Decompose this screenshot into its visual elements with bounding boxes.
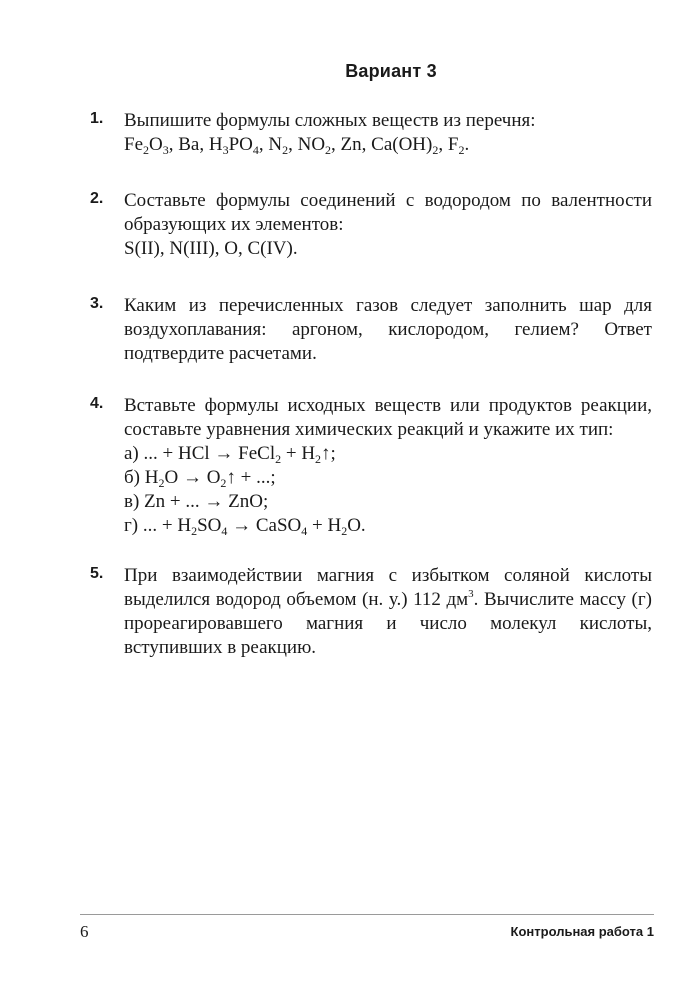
task-body <box>124 564 652 660</box>
task-body <box>124 394 652 538</box>
task-body <box>124 189 652 261</box>
task-number: 2. <box>90 190 104 207</box>
page-number: 6 <box>80 922 89 941</box>
reaction-g: г) ... + $H_2SO_4$ → CaSO$_4$ + $H_2O$. <box>124 515 366 538</box>
page-title: Вариант 3 <box>345 61 437 81</box>
reaction-a: а) ... + HCl → FeCl$_2$ + $H_2↑$; <box>124 443 336 466</box>
reaction-b: б) $H_2O$ → $O_2↑$ + ...; <box>124 467 276 490</box>
task-number: 1. <box>90 110 104 127</box>
task-text: Составьте формулы соединений с водородом по валентности образующих их элементов: <box>124 190 652 235</box>
task-text: Каким из перечисленных газов следует заполнить шар для воздухоплавания: аргоном, кислородом, гелием? Ответ подтвердите расчетами. <box>124 295 652 364</box>
task-formulas: $Fe_2O_3$, Ba, $H_3PO_4$, $N_2$, $NO_2$, Zn, $Ca(OH)_2$, $F_2$. <box>124 134 470 157</box>
task-formulas: S(II), N(III), O, C(IV). <box>124 238 298 259</box>
task-body <box>124 294 652 366</box>
running-head: Контрольная работа 1 <box>510 924 654 939</box>
task-text: Вставьте формулы исходных веществ или продуктов реакции, составьте уравнения химических реакций и укажите их тип: <box>124 395 652 440</box>
footer-divider <box>80 914 654 915</box>
task-text: Выпишите формулы сложных веществ из перечня: <box>124 110 536 131</box>
task-number: 3. <box>90 295 104 312</box>
reaction-v: в) Zn + ... → ZnO; <box>124 491 269 512</box>
task-number: 5. <box>90 565 104 582</box>
task-number: 4. <box>90 395 104 412</box>
task-body <box>124 109 652 157</box>
task-text: При взаимодействии магния с избытком соляной кислоты выделился водород объемом (н. у.) 112 $дм^3$. Вычислите массу (г) прореагировавшего магния и число молекул кислоты, вступивших в реакцию. <box>124 565 652 658</box>
